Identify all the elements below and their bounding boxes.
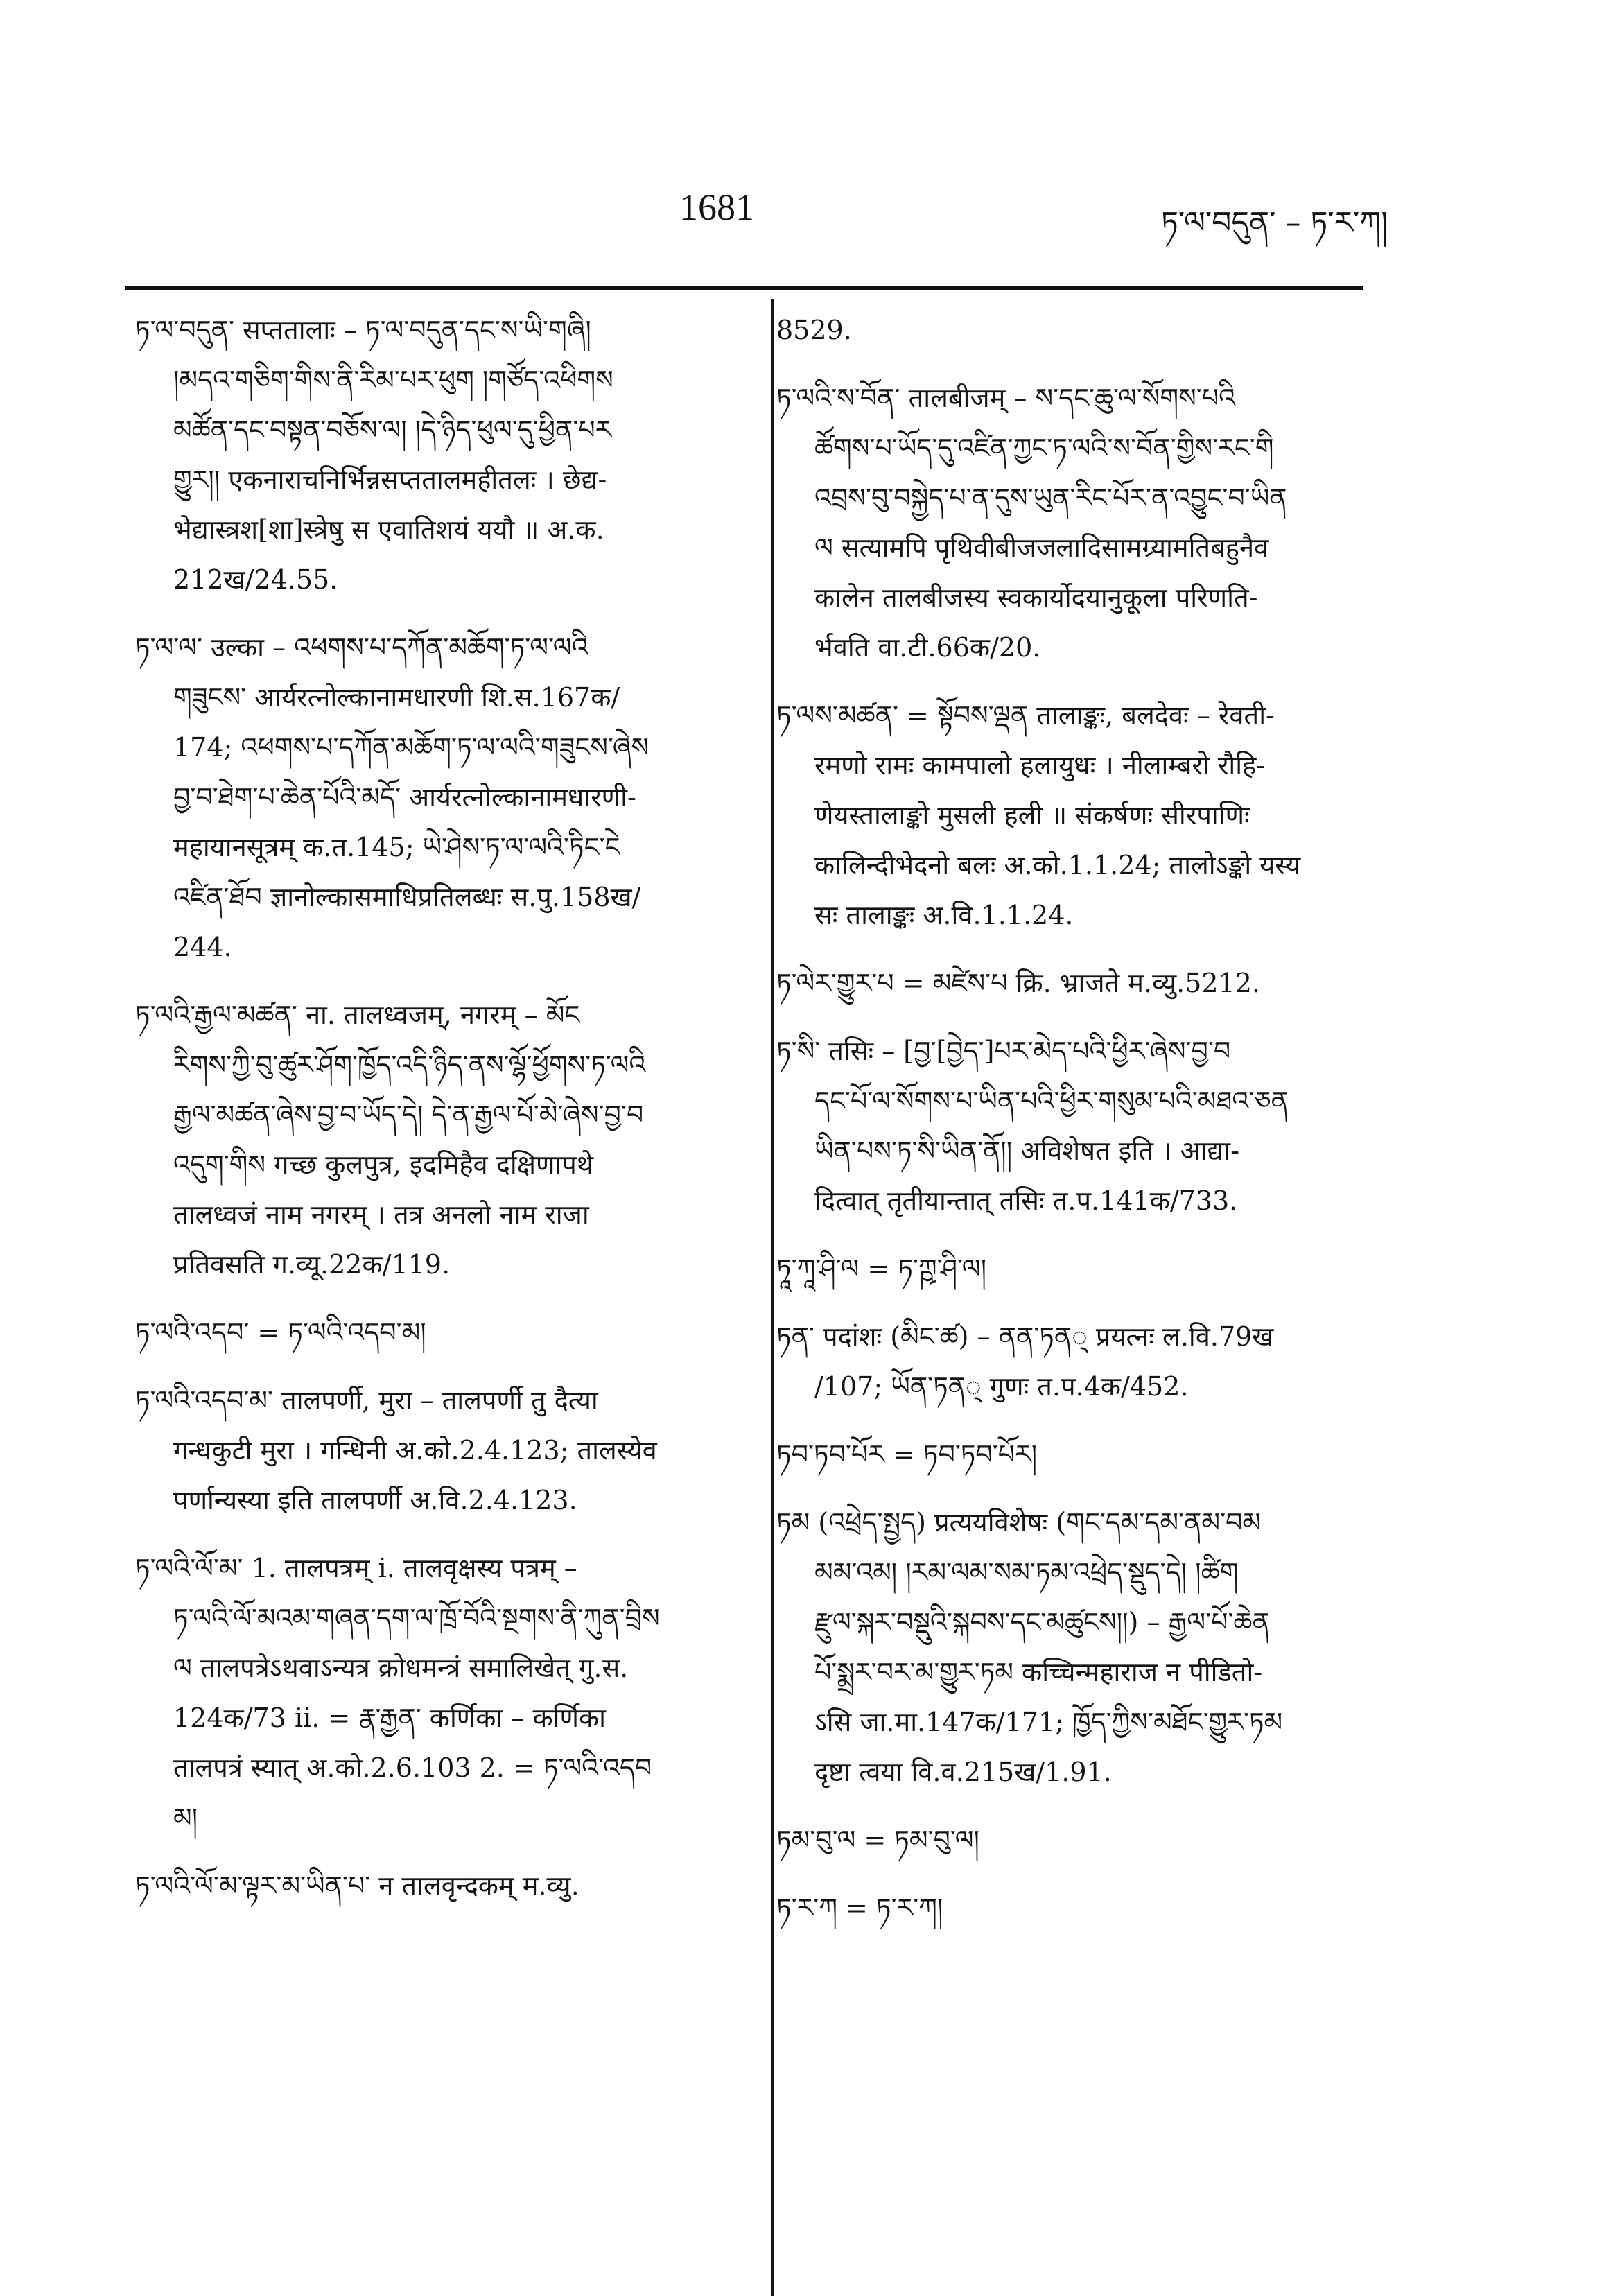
dictionary-entry [776,1883,1366,1933]
entry-line: णेयस्तालाङ्को मुसली हली ॥ संकर्षणः सीरपाणिः [814,800,1250,830]
entry-line: ऽसि जा.मा.147क/171; ཁྱོད་ཀྱིས་མཐོང་གྱུར་ཏམ [814,1707,1283,1737]
entry-headline: ཏ་ལའི་ལོ་མ་ 1. तालपत्रम् i. तालवृक्षस्य पत्रम् – [135,1553,577,1583]
entry-line: ལ तालपत्रेऽथवाऽन्यत्र क्रोधमन्त्रं समालिखेत् गु.स. [173,1653,629,1683]
entry-line: འཛིན་ཐོབ ज्ञानोल्कासमाधिप्रतिलब्धः स.पु.158ख/ [173,882,641,912]
entry-line: रमणो रामः कामपालो हलायुधः । नीलाम्बरो रौहि- [814,750,1266,781]
entry-line: 212ख/24.55. [173,564,338,595]
dictionary-entry [135,1543,745,1843]
dictionary-entry [776,305,1366,355]
entry-line: तालपत्रं स्यात् अ.को.2.6.103 2. = ཏ་ལའི་འདབ [173,1753,652,1783]
entry-headline: ཏ་ལེར་གྱུར་པ = མཛེས་པ क्रि. भ्राजते म.व्यु.5212. [776,968,1260,998]
entry-line: दित्वात् तृतीयान्तात् तसिः त.प.141क/733. [814,1185,1238,1216]
entry-line: गन्धकुटी मुरा । गन्धिनी अ.को.2.4.123; तालस्येव [173,1435,657,1466]
entry-line: ཡིན་པས་ཏ་སི་ཡིན་ནོ།། अविशेषत इति । आद्या- [814,1136,1239,1166]
dictionary-entry [135,1861,745,1911]
right-column [776,305,1366,1951]
entry-headline: ཏ་ར་ཀ = ཏ་ར་ཀ། [776,1893,943,1923]
left-column [135,305,745,1929]
column-divider [771,299,774,2296]
entry-line: पर्णान्यस्या इति तालपर्णी अ.वि.2.4.123. [173,1485,577,1515]
entry-line: འབྲས་བུ་བསྐྱེད་པ་ན་དུས་ཡུན་རིང་པོར་ན་འབྱུང་བ་ཡིན [814,482,1287,513]
entry-headline: ཏ་སི་ तसिः – [བྱ་[བྱེད་]པར་མེད་པའི་ཕྱིར་ཞེས་བྱ་བ [776,1036,1231,1066]
header-rule [125,286,1363,290]
dictionary-entry [135,1375,745,1525]
entry-line: རྒྱལ་མཚན་ཞེས་བྱ་བ་ཡོད་དེ། དེ་ན་རྒྱལ་པོ་མེ་ཞེས་བྱ་བ [173,1099,644,1130]
entry-headline: ཏམ་བུ་ལ = ཏམ་བུ་ལ། [776,1825,979,1855]
entry-line: གཟུངས་ आर्यरत्नोल्कानामधारणी शि.स.167क/ [173,682,620,713]
entry-line: དང་པོ་ལ་སོགས་པ་ཡིན་པའི་ཕྱིར་གསུམ་པའི་མཐའ་ཅན [814,1086,1289,1116]
dictionary-entry [776,1026,1366,1226]
page-number: 1681 [679,186,754,228]
entry-line: /107; ཡོན་ཏན् गुणः त.प.4क/452. [814,1371,1189,1402]
entry-line: བྱ་བ་ཐེག་པ་ཆེན་པོའི་མདོ་ आर्यरत्नोल्कानामधारणी- [173,782,636,812]
dictionary-entry [135,305,745,605]
entry-line: མཚོན་དང་བསྟན་བཅོས་ལ། །དེ་ཉིད་ཕུལ་དུ་ཕྱིན་པར [173,415,612,445]
entry-line: །མདའ་གཅིག་གིས་ནི་རིམ་པར་ཕུག །གཙོད་འཕིགས [173,365,613,395]
entry-line: कालेन तालबीजस्य स्वकार्योदयानुकूला परिणति- [814,582,1258,613]
entry-headline: ཏཱ་ཀཱ་ཤི་ལ = ཏ་ཀྵ་ཤི་ལ། [776,1253,987,1284]
entry-line: महायानसूत्रम् क.त.145; ཡེ་ཤེས་ཏ་ལ་ལའི་ཏིང་ངེ [173,832,620,862]
entry-line: ལ सत्यामपि पृथिवीबीजजलादिसामग्र्यामतिबहुनैव [814,532,1269,563]
entry-headline: ཏ་ལའི་འདབ་མ་ तालपर्णी, मुरा – तालपर्णी तु दैत्या [135,1385,598,1416]
entry-line: तालध्वजं नाम नगरम् । तत्र अनलो नाम राजा [173,1199,589,1230]
entry-line: རྫུལ་སྐར་བསྡུའི་སྐབས་དང་མཚུངས།།) – རྒྱལ་པོ་ཆེན [814,1607,1270,1637]
entry-line: ཚོགས་པ་ཡོད་དུ་འཛིན་ཀྱང་ཏ་ལའི་ས་བོན་གྱིས་རང་གི [814,433,1274,463]
entry-line: कालिन्दीभेदनो बलः अ.को.1.1.24; तालोऽङ्को यस्य [814,850,1301,880]
entry-headline: ཏ་ལའི་ས་བོན་ तालबीजम् – ས་དང་ཆུ་ལ་སོགས་པའི [776,383,1236,413]
dictionary-entry [776,958,1366,1008]
entry-headline: ཏམ (འཕྲེད་སྤྱད) प्रत्ययविशेषः (གང་དམ་དམ་ནམ་བམ [776,1507,1262,1538]
entry-headline: ཏ་ལ་ལ་ उल्का – འཕགས་པ་དཀོན་མཆོག་ཏ་ལ་ལའི [135,632,588,663]
entry-line: 244. [173,932,232,962]
dictionary-entry [776,1815,1366,1865]
entry-line: པོ་སྨྲར་བར་མ་གྱུར་ཏམ कच्चिन्महाराज न पीडितो- [814,1657,1263,1687]
dictionary-entry [776,1312,1366,1411]
entry-headline: ཏ་ལས་མཚན་ = སྟོབས་ལྡན तालाङ्कः, बलदेवः – रेवती- [776,700,1275,731]
dictionary-entry [776,690,1366,940]
entry-line: 174; འཕགས་པ་དཀོན་མཆོག་ཏ་ལ་ལའི་གཟུངས་ཞེས [173,732,649,763]
dictionary-entry [776,1244,1366,1294]
entry-headline: ཏབ་ཏབ་པོར = ཏབ་ཏབ་པོར། [776,1439,1038,1470]
dictionary-entry [135,623,745,972]
entry-headline: ཏ་ལ་བདུན་ सप्ततालाः – ཏ་ལ་བདུན་དང་ས་ཡི་གཞི། [135,315,591,345]
entry-line: གྱུར།། एकनाराचनिर्भिन्नसप्ततालमहीतलः । छेद्य- [173,464,607,495]
dictionary-entry [776,373,1366,672]
entry-headline: ཏ་ལའི་ལོ་མ་ལྟར་མ་ཡིན་པ་ न तालवृन्दकम् म.व्यु. [135,1870,579,1901]
entry-line: भेद्यास्त्रश[शा]स्त्रेषु स एवातिशयं ययौ ॥ अ.क. [173,514,604,545]
entry-line: र्भवति वा.टी.66क/20. [814,632,1041,663]
entry-line: 124क/73 ii. = རྣ་རྒྱན་ कर्णिका – कर्णिका [173,1703,606,1733]
entry-line: རིགས་ཀྱི་བུ་ཚུར་ཤོག་ཁྱོད་འདི་ཉིད་ནས་ལྷོ་ཕྱོགས་ཏ་ལའི [173,1050,646,1080]
dictionary-entry [776,1497,1366,1797]
entry-line: सः तालाङ्कः अ.वि.1.1.24. [814,900,1074,930]
entry-line: མ། [173,1802,198,1833]
entry-line: མམ་འམ། །རམ་ལམ་སམ་ཏམ་འཕྲེད་སྡུད་དེ། །ཚིག [814,1557,1239,1588]
entry-line: प्रतिवसति ग.व्यू.22क/119. [173,1249,451,1280]
entry-line: ཏ་ལའི་ལོ་མའམ་གཞན་དག་ལ་ཁྲོ་བོའི་སྔགས་ནི་ཀུན་བྲིས [173,1603,660,1633]
entry-headline: ཏ་ལའི་རྒྱལ་མཚན་ ना. तालध्वजम्, नगरम् – མོང [135,1000,580,1030]
entry-headline: ཏ་ལའི་འདབ་ = ཏ་ལའི་འདབ་མ། [135,1317,426,1348]
dictionary-entry [776,1429,1366,1479]
dictionary-entry [135,990,745,1289]
entry-headline: 8529. [776,315,852,345]
entry-line: दृष्टा त्वया वि.व.215ख/1.91. [814,1757,1112,1787]
header-range: ཏ་ལ་བདུན་ – ཏ་ར་ཀ། [1160,205,1388,241]
entry-line: འདུག་གིས गच्छ कुलपुत्र, इदमिहैव दक्षिणापथे [173,1149,594,1180]
dictionary-entry [135,1307,745,1357]
entry-headline: ཏན་ पदांशः (མིང་ཚ) – ནན་ཏན् प्रयत्नः ल.वि.79ख [776,1321,1274,1352]
